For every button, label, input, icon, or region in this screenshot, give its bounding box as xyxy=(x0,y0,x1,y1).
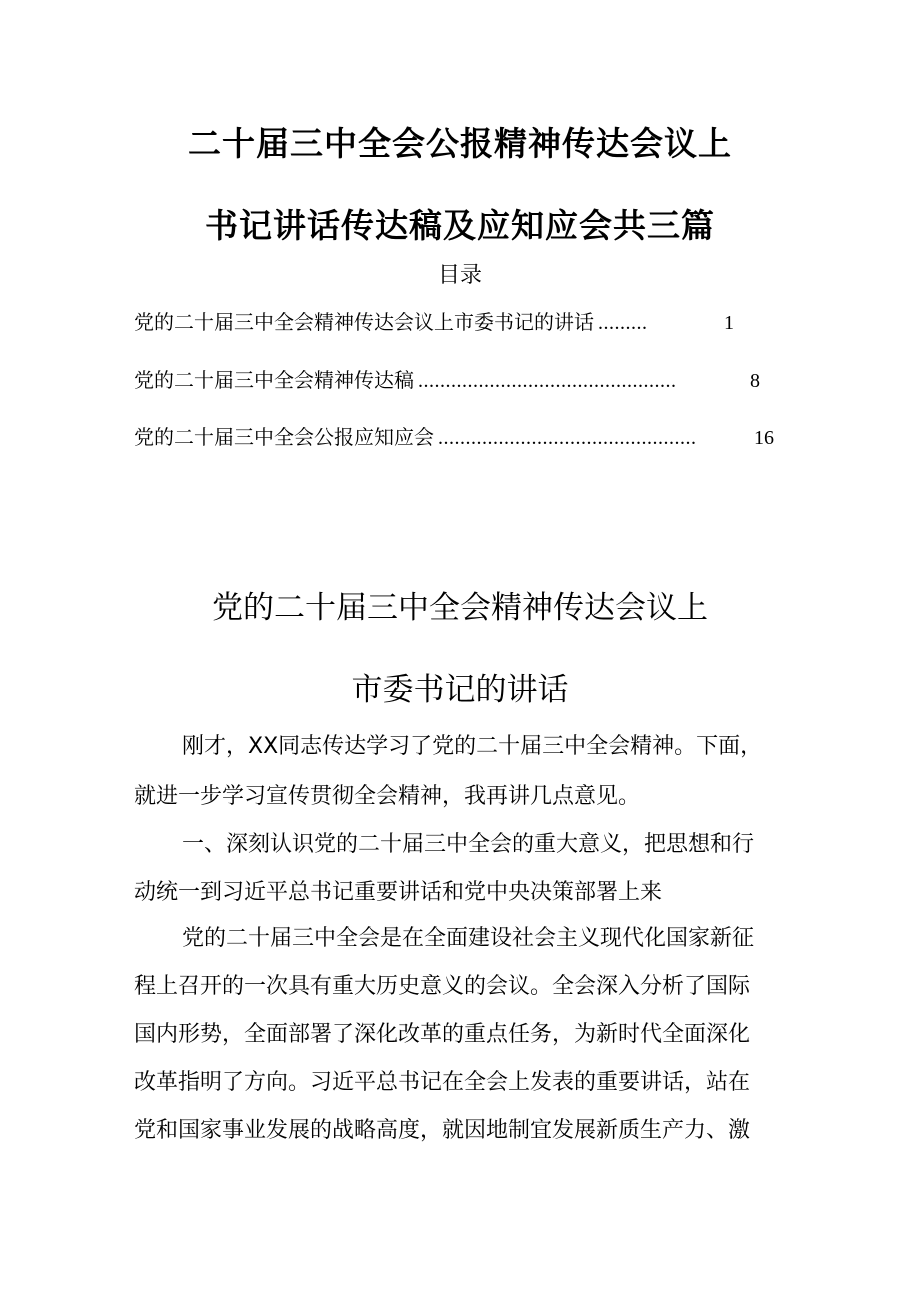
section-title-line2: 市委书记的讲话 xyxy=(351,672,569,708)
toc-entry[interactable] xyxy=(134,364,760,394)
body-line: 就进一步学习宣传贯彻全会精神，我再讲几点意见。 xyxy=(134,784,641,809)
body-line: 党的二十届三中全会是在全面建设社会主义现代化国家新征 xyxy=(182,926,755,951)
toc-entry-text: 党的二十届三中全会精神传达稿 xyxy=(134,368,414,392)
body-line: 刚才，XX同志传达学习了党的二十届三中全会精神。下面， xyxy=(182,734,763,759)
document-title-line1: 二十届三中全会公报精神传达会议上 xyxy=(188,124,732,163)
body-line: 一、深刻认识党的二十届三中全会的重大意义，把思想和行 xyxy=(182,832,755,857)
toc-entry-text: 党的二十届三中全会精神传达会议上市委书记的讲话 xyxy=(134,310,594,334)
toc-leader-dots: ......... xyxy=(598,312,648,334)
toc-heading: 目录 xyxy=(437,263,482,288)
document-title-line2: 书记讲话传达稿及应知应会共三篇 xyxy=(205,206,715,245)
toc-entry-text: 党的二十届三中全会公报应知应会 xyxy=(134,425,434,449)
body-line: 程上召开的一次具有重大历史意义的会议。全会深入分析了国际 xyxy=(134,974,751,999)
body-line: 动统一到习近平总书记重要讲话和党中央决策部署上来 xyxy=(134,880,663,905)
body-line: 党和国家事业发展的战略高度，就因地制宜发展新质生产力、激 xyxy=(134,1118,751,1143)
toc-leader-dots: ............................................... xyxy=(418,370,677,392)
toc-page-number: 8 xyxy=(750,370,760,392)
section-title-line1: 党的二十届三中全会精神传达会议上 xyxy=(212,590,708,626)
body-line: 国内形势，全面部署了深化改革的重点任务，为新时代全面深化 xyxy=(134,1022,751,1047)
body-line: 改革指明了方向。习近平总书记在全会上发表的重要讲话，站在 xyxy=(134,1070,751,1095)
toc-page-number: 1 xyxy=(724,312,734,334)
toc-entry[interactable] xyxy=(134,421,774,451)
toc-page-number: 16 xyxy=(754,427,774,449)
toc-leader-dots: ............................................... xyxy=(438,427,697,449)
toc-entry[interactable] xyxy=(134,306,734,336)
